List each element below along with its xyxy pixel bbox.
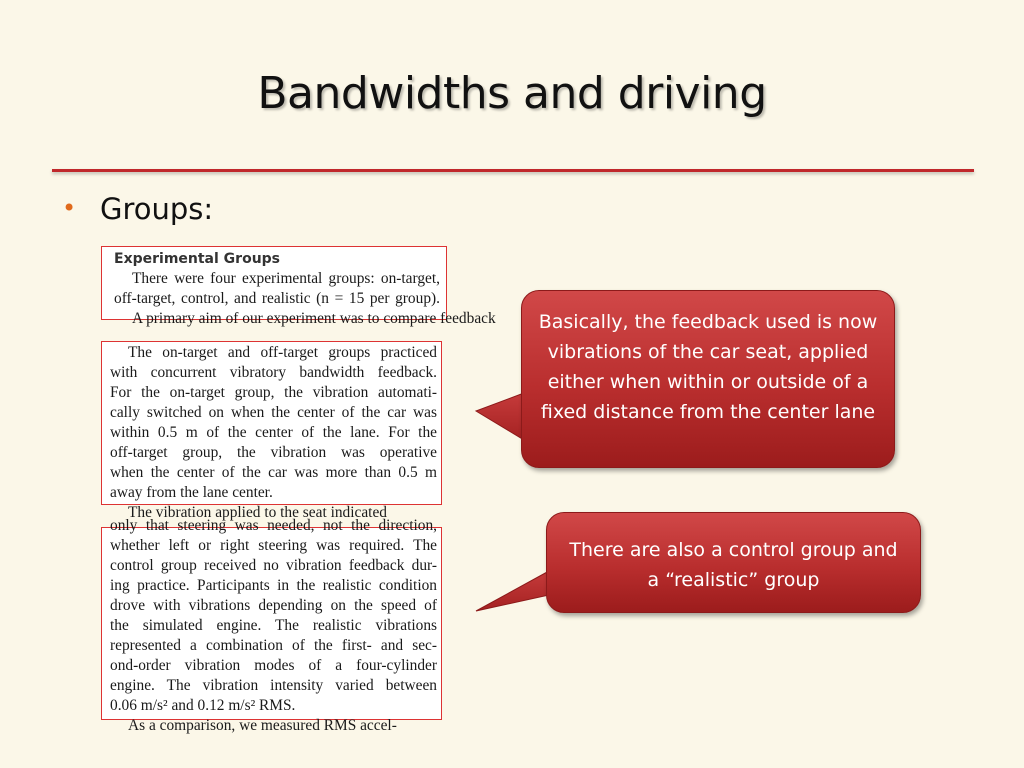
excerpt-heading: Experimental Groups [114,251,281,267]
excerpt-line: A primary aim of our experiment was to compare feedback [132,310,496,327]
excerpt-line: There were four experimental groups: on-target, [132,270,440,287]
callout-1-tail [476,393,524,440]
excerpt-line: with concurrent vibratory bandwidth feedback. [110,364,437,381]
excerpt-line: when the center of the car was more than 0.5 m [110,464,437,481]
excerpt-line: ond-order vibration modes of a four-cylinder [110,657,437,674]
excerpt-line: represented a combination of the first- and sec- [110,637,437,654]
excerpt-line: For the on-target group, the vibration automati- [110,384,437,401]
excerpt-line: off-target group, the vibration was operative [110,444,437,461]
callout-2-tail [476,571,549,611]
slide-title: Bandwidths and driving [257,68,767,119]
excerpt-line: cally switched on when the center of the car was [110,404,437,421]
excerpt-line: within 0.5 m of the center of the lane. For the [110,424,437,441]
callout-groups: There are also a control group and a “realistic” group [546,512,921,613]
excerpt-line: The on-target and off-target groups practiced [128,344,437,361]
excerpt-line: control group received no vibration feedback dur- [110,557,437,574]
bullet-dot-icon: • [62,194,77,222]
excerpt-line: off-target, control, and realistic (n = 15 per group). [114,290,440,307]
excerpt-line: 0.06 m/s² and 0.12 m/s² RMS. [110,697,296,714]
excerpt-line: away from the lane center. [110,484,273,501]
callout-feedback: Basically, the feedback used is now vibrations of the car seat, applied either when within or outside of a fixed distance from the center lane [521,290,895,468]
excerpt-line: only that steering was needed, not the direction, [110,517,437,534]
excerpt-line: whether left or right steering was required. The [110,537,437,554]
excerpt-line: engine. The vibration intensity varied between [110,677,437,694]
excerpt-line: the simulated engine. The realistic vibrations [110,617,437,634]
excerpt-line: The vibration applied to the seat indicated [128,504,387,521]
bullet-text: Groups: [100,192,214,226]
excerpt-line: As a comparison, we measured RMS accel- [128,717,397,734]
excerpt-line: ing practice. Participants in the realistic condition [110,577,437,594]
excerpt-line: drove with vibrations depending on the speed of [110,597,437,614]
